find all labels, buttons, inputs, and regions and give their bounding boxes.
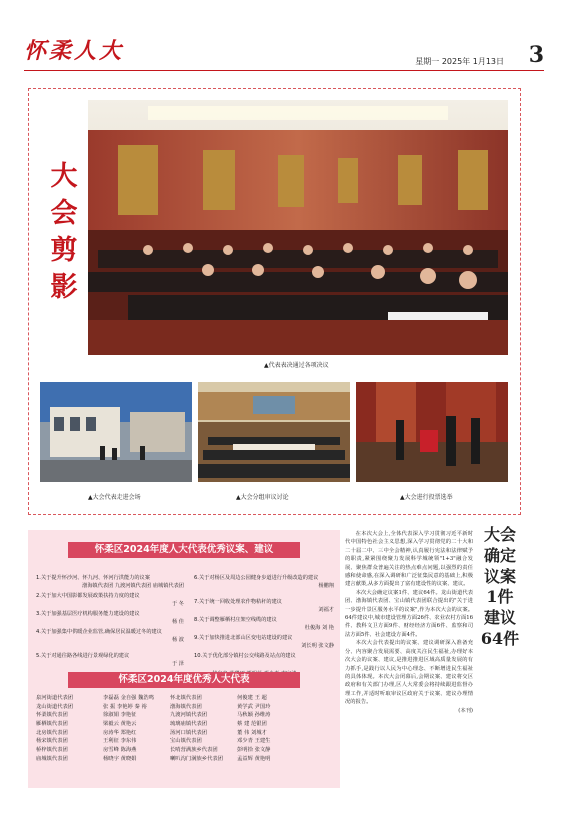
delegation-name: 怀柔镇代表团	[36, 712, 68, 719]
delegation-name: 渤海镇代表团	[170, 703, 202, 710]
proposal-text: 1.关于提升怀沙河、怀九河、怀河行洪能力的议案	[36, 575, 150, 581]
photo-entering-venue	[40, 382, 192, 482]
deputy-names: 房涛华 郑艳红	[103, 729, 137, 736]
deputy-row	[36, 703, 304, 712]
proposal-author: 于 冬	[171, 601, 184, 608]
deputy-names: 黄学武 尹国玲	[237, 703, 271, 710]
deputy-row	[36, 711, 304, 720]
deputy-names: 杨晓宇 黄晓娟	[103, 755, 137, 762]
proposal-item	[36, 652, 184, 669]
proposal-text: 8.关于调整雁栖村庄架空线缆的建议	[194, 617, 277, 623]
photo-group-discussion-caption: ▲大会分组审议讨论	[236, 494, 289, 501]
photo-entering-venue-caption: ▲大会代表走进会场	[88, 494, 141, 501]
deputy-names: 孟益辉 黄艳明	[237, 755, 271, 762]
deputy-row	[36, 729, 304, 738]
deputy-names: 张 振 李艳婷 秦 裕	[103, 703, 147, 710]
proposal-item	[36, 574, 184, 591]
delegation-name: 桥梓镇代表团	[36, 747, 68, 754]
delegation-name: 怀北镇代表团	[170, 695, 202, 701]
proposal-text: 2.关于加大中国影都发展政策扶持力度的建议	[36, 593, 140, 599]
proposal-item	[36, 628, 184, 645]
proposal-author: 杨鹏翔	[318, 583, 334, 590]
proposal-text: 6.关于对杨区及周边公园健身步道进行升级改造的建议	[194, 575, 319, 581]
deputy-list	[36, 694, 304, 764]
proposal-text: 7.关于统一回收处理农作物秸秆的建议	[194, 599, 282, 605]
deputy-names: 邓少青 王建生	[237, 738, 271, 745]
article-paragraph: 本次大会确定议案1件、建议64件。龙山街道代表团、渤海镇代表团、宝山镇代表团联合提出的"关于进一步提升景区服务水平的议案",作为本次大会的议案。64件建议中,城市建设管理方面26件、农业农村方面16件、教科文卫方面9件、财经经济方面6件、监察和司法方面5件、社会建设方面4件。	[345, 589, 473, 638]
article-headline: 大会确定议案1件 建议64件	[480, 525, 520, 648]
paper-name: 怀柔人大	[24, 39, 125, 64]
delegation-name: 龙山街道代表团	[36, 703, 74, 710]
proposal-author: 刘长明 张文静	[301, 643, 334, 650]
deputy-names: 徐淑娟 李艳征	[103, 712, 137, 719]
photo-group-discussion	[198, 382, 350, 482]
delegation-name: 雁栖镇代表团	[36, 721, 68, 728]
delegation-name: 长哨营满族乡代表团	[170, 747, 218, 754]
deputy-names: 李磊磊 金自强 魏浩鸣	[103, 695, 155, 701]
article-paragraph: 在本次大会上,全体代表深入学习贯彻习近平新时代中国特色社会主义思想,深入学习贯彻党的二十大和二十届二中、三中全会精神,认真履行宪法和法律赋予的职责,紧紧围绕聚力发展科学城统领"1+3"融合发展、聚焦群众普遍关注的热点难点问题,以强烈的责任感和使命感,在深入调研和广泛征集民意的基础上,积极建言献策,从多方面提出了富有建设性的议案、建议。	[345, 531, 473, 588]
proposal-text: 3.关于加强基层医疗机构服务能力建设的建议	[36, 611, 140, 617]
masthead	[24, 34, 544, 74]
proposal-item	[194, 574, 334, 591]
delegation-name: 喇叭沟门满族乡代表团	[170, 755, 223, 762]
proposal-item	[194, 634, 334, 651]
proposal-author: 杜俊海 刘 艳	[304, 625, 334, 632]
deputy-names: 王利征 李东伟	[103, 738, 137, 745]
photo-voting-caption: ▲大会进行投票选举	[400, 494, 453, 501]
proposal-text: 5.关于对通往路各线进行景观绿化的建议	[36, 653, 130, 659]
deputy-row	[36, 737, 304, 746]
deputy-names: 房雪峰 陈海燕	[103, 747, 137, 754]
deputy-names: 彭明拾 张文静	[237, 747, 271, 754]
article-byline: (本刊)	[458, 707, 473, 714]
deputy-names: 何俊建 王 超	[237, 695, 267, 701]
article-paragraph: 本次大会代表提出的议案、建议调研深入准备充分、内容聚合发展需要、高度关注民生福祉,办理好本次大会的议案、建议,是推进推进区域高质量发展的有力抓手,是践行以人民为中心理念、不断增进民生福祉的具体体现。本次大会闭幕后,会期议案、建议将交区政府和有关部门办理,区人大常委会将持续跟进监督办理工作,并适时听取审议区政府关于议案、建议办理情况的报告。	[345, 640, 473, 706]
proposal-text: 4.关于加强集中供暖企业监管,确保居民温暖过冬的建议	[36, 629, 162, 635]
delegation-name: 泉河街道代表团	[36, 695, 74, 701]
proposals-banner: 怀柔区2024年度人大代表优秀议案、建议	[68, 542, 300, 558]
deputy-names: 蔡 建 范银团	[237, 721, 267, 728]
delegation-name: 庙城镇代表团	[36, 755, 68, 762]
proposal-item	[36, 592, 184, 609]
deputy-row	[36, 694, 304, 703]
proposal-author: 刘福才	[318, 607, 334, 614]
proposal-author: 渤海镇代表团 九渡河镇代表团 庙城镇代表团	[82, 583, 184, 590]
proposal-author: 杨 波	[171, 637, 184, 644]
proposal-author: 于 泽	[171, 661, 184, 668]
deputies-banner: 怀柔区2024年度优秀人大代表	[68, 672, 300, 688]
masthead-rule	[24, 70, 544, 71]
deputy-row	[36, 755, 304, 764]
deputy-names: 董 伟 刘城才	[237, 729, 267, 736]
deputy-names: 马秋颖 孙维涛	[237, 712, 271, 719]
photo-voting	[356, 382, 508, 482]
proposal-item	[194, 598, 334, 615]
delegation-name: 九渡河镇代表团	[170, 712, 208, 719]
deputy-row	[36, 746, 304, 755]
proposal-author: 杨 佳	[171, 619, 184, 626]
delegation-name: 琉璃庙镇代表团	[170, 721, 208, 728]
main-photo-caption: ▲代表表决通过各项决议	[264, 362, 329, 369]
delegation-name: 北房镇代表团	[36, 729, 68, 736]
proposal-item	[194, 616, 334, 633]
delegation-name: 杨宋镇代表团	[36, 738, 68, 745]
article-body	[345, 530, 473, 715]
proposal-item	[194, 652, 334, 660]
proposal-item	[36, 610, 184, 627]
issue-date: 星期一 2025年 1月13日	[415, 57, 504, 66]
main-photo	[88, 100, 508, 355]
delegation-name: 汤河口镇代表团	[170, 729, 208, 736]
deputy-row	[36, 720, 304, 729]
proposal-text: 10.关于优化部分镇村公交线路及站点的建议	[194, 653, 296, 659]
deputy-names: 梁毅云 黄艳云	[103, 721, 137, 728]
photo-section-title: 大会剪影	[50, 161, 78, 303]
page-number: 3	[528, 42, 544, 68]
proposal-text: 9.关于加快推进北部山区变电站建设的建议	[194, 635, 293, 641]
delegation-name: 宝山镇代表团	[170, 738, 202, 745]
